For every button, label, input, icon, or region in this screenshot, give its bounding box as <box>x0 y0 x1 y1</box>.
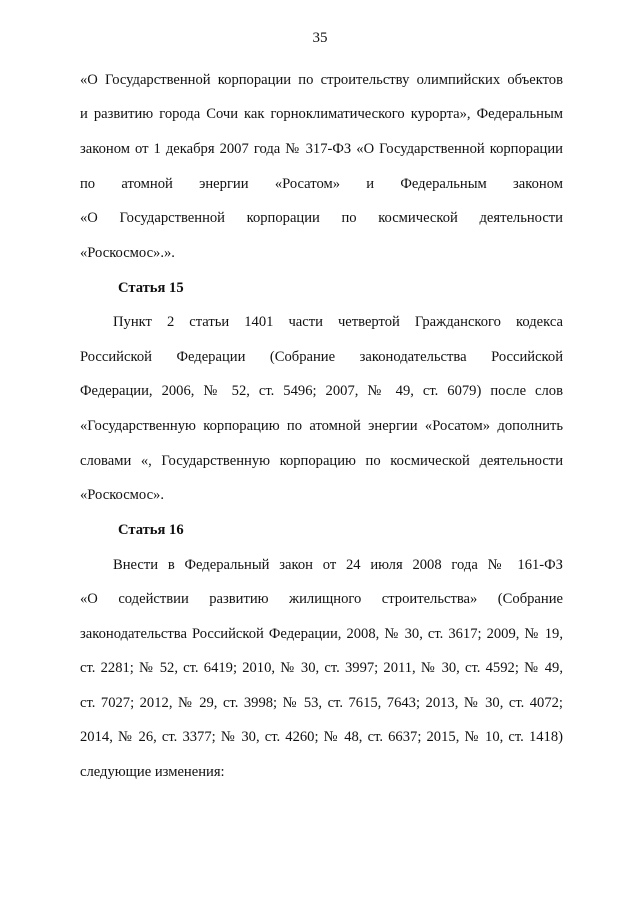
text-line: «О Государственной корпорации по строительству олимпийских объектов <box>80 72 563 88</box>
text-line: «О Государственной корпорации по космической деятельности <box>80 210 563 226</box>
text-line: законодательства Российской Федерации, 2008, № 30, ст. 3617; 2009, № 19, <box>80 626 563 642</box>
text-line: следующие изменения: <box>80 764 225 780</box>
text-line: «Роскосмос».». <box>80 245 175 261</box>
text-line: ст. 2281; № 52, ст. 6419; 2010, № 30, ст. 3997; 2011, № 30, ст. 4592; № 49, <box>80 660 563 676</box>
text-line: «Роскосмос». <box>80 487 164 503</box>
text-line: словами «, Государственную корпорацию по космической деятельности <box>80 453 563 469</box>
text-line: ст. 7027; 2012, № 29, ст. 3998; № 53, ст. 7615, 7643; 2013, № 30, ст. 4072; <box>80 695 563 711</box>
text-line: по атомной энергии «Росатом» и Федеральным законом <box>80 176 563 192</box>
text-line: Российской Федерации (Собрание законодательства Российской <box>80 349 563 365</box>
text-line: «О содействии развитию жилищного строительства» (Собрание <box>80 591 563 607</box>
text-line: 2014, № 26, ст. 3377; № 30, ст. 4260; № 48, ст. 6637; 2015, № 10, ст. 1418) <box>80 729 563 745</box>
text-line: «Государственную корпорацию по атомной энергии «Росатом» дополнить <box>80 418 563 434</box>
page-number: 35 <box>312 30 328 46</box>
text-line: законом от 1 декабря 2007 года № 317-ФЗ «О Государственной корпорации <box>80 141 563 157</box>
text-line: Внести в Федеральный закон от 24 июля 2008 года № 161-ФЗ <box>113 557 563 573</box>
text-line: Федерации, 2006, № 52, ст. 5496; 2007, № 49, ст. 6079) после слов <box>80 383 563 399</box>
text-line: Пункт 2 статьи 1401 части четвертой Гражданского кодекса <box>113 314 563 330</box>
article-heading: Статья 16 <box>118 522 184 538</box>
text-line: и развитию города Сочи как горноклиматического курорта», Федеральным <box>80 106 563 122</box>
article-heading: Статья 15 <box>118 280 184 296</box>
